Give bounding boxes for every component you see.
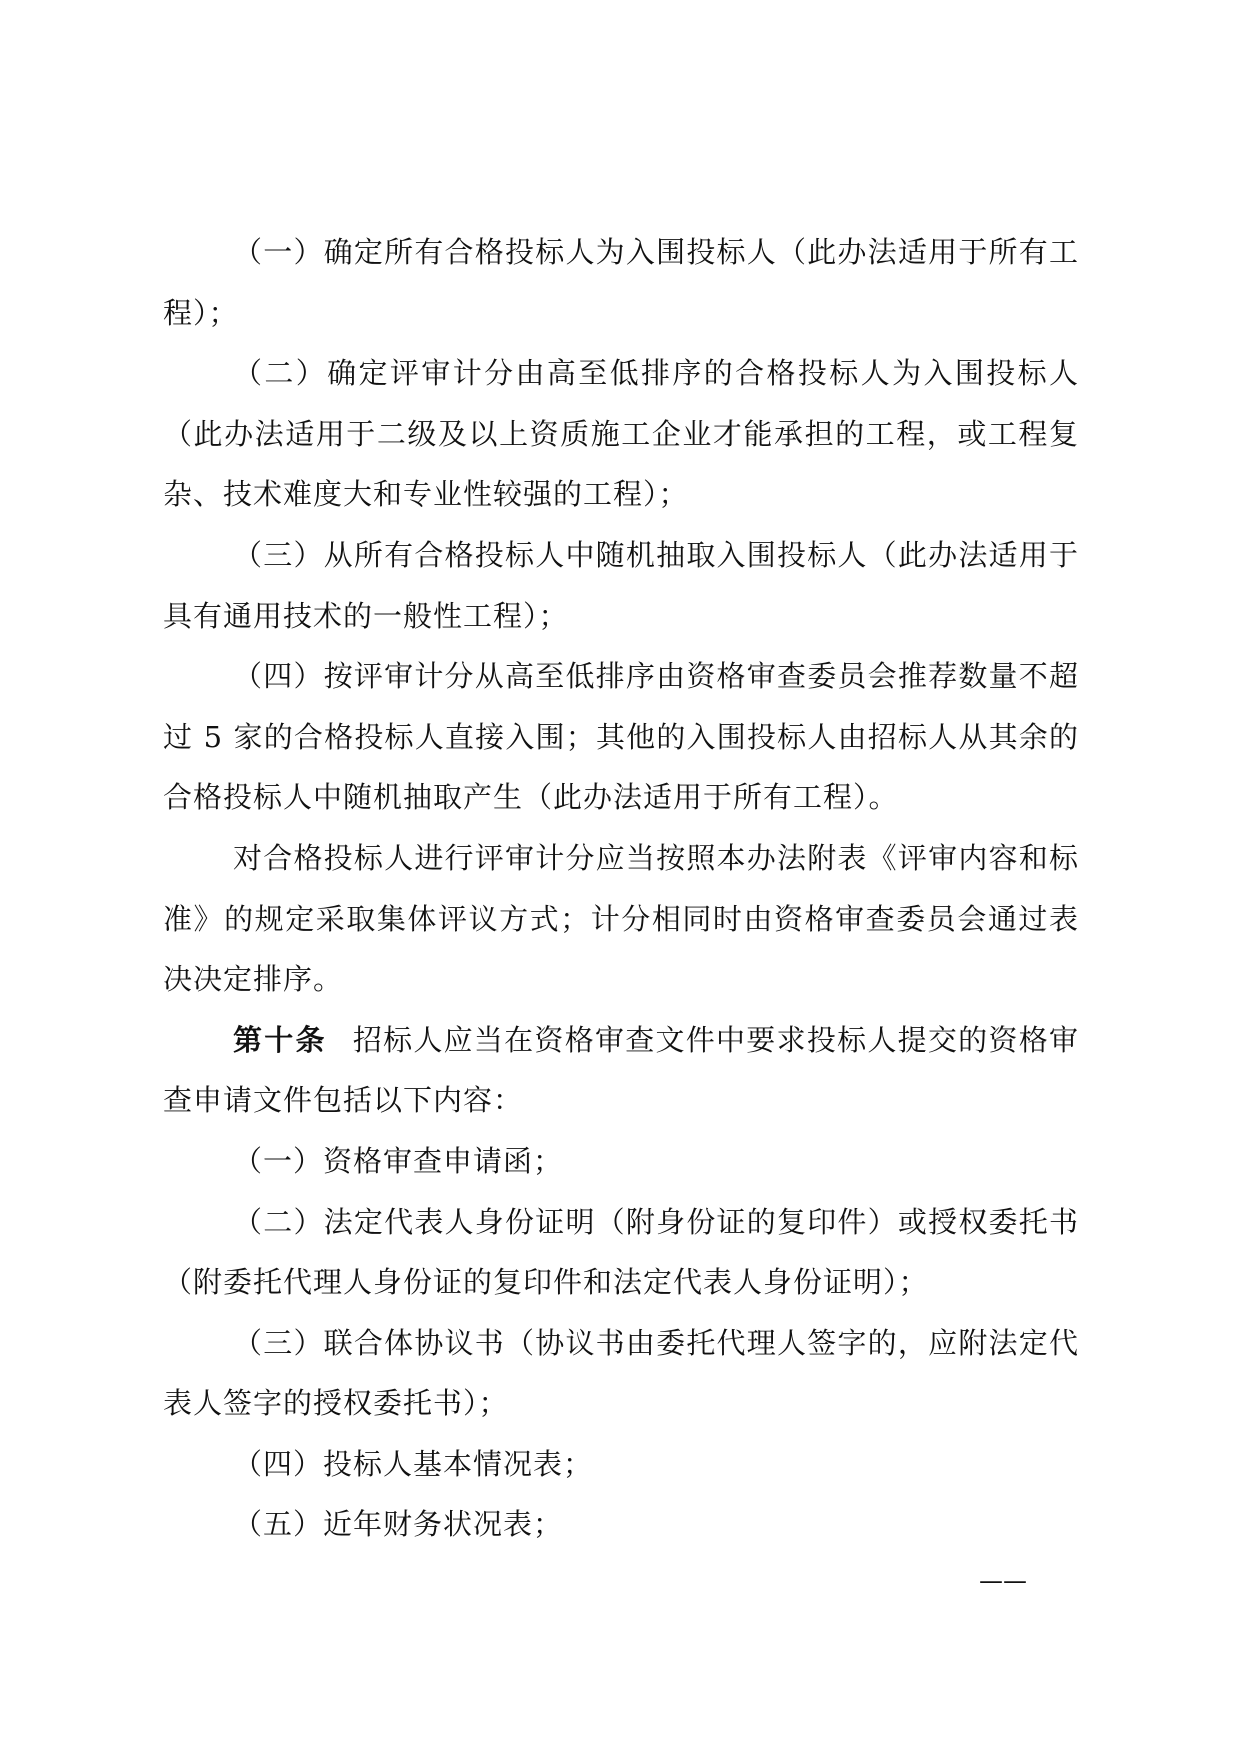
list-item-5: （五）近年财务状况表； (233, 1507, 564, 1542)
list-item-4: （四）投标人基本情况表； (233, 1446, 594, 1481)
paragraph-item-4: （四）按评审计分从高至低排序由资格审查委员会推荐数量不超过 5 家的合格投标人直接入围；其他的入围投标人由招标人从其余的合格投标人中随机抽取产生（此办法适用于所有工程）。 (163, 659, 1079, 815)
list-item-1: （一）资格审查申请函； (233, 1143, 564, 1178)
paragraph-item-3: （三）从所有合格投标人中随机抽取入围投标人（此办法适用于具有通用技术的一般性工程）； (163, 537, 1079, 633)
paragraph-item-1: （一）确定所有合格投标人为入围投标人（此办法适用于所有工程）； (163, 235, 1079, 330)
article-10 (163, 1010, 1079, 1131)
page-footer-dash: —— (979, 1567, 1027, 1595)
document-body (163, 222, 1079, 1555)
list-item-2: （二）法定代表人身份证明（附身份证的复印件）或授权委托书（附委托代理人身份证的复印件和法定代表人身份证明）； (163, 1204, 1079, 1300)
paragraph-scoring-rule: 对合格投标人进行评审计分应当按照本办法附表《评审内容和标准》的规定采取集体评议方式；计分相同时由资格审查委员会通过表决决定排序。 (163, 840, 1079, 997)
paragraph-item-2: （二）确定评审计分由高至低排序的合格投标人为入围投标人（此办法适用于二级及以上资质施工企业才能承担的工程，或工程复杂、技术难度大和专业性较强的工程）； (163, 356, 1079, 512)
article-text: 招标人应当在资格审查文件中要求投标人提交的资格审查申请文件包括以下内容： (163, 1022, 1079, 1118)
list-item-3: （三）联合体协议书（协议书由委托代理人签字的，应附法定代表人签字的授权委托书）； (163, 1325, 1079, 1421)
article-number: 第十条 (233, 1022, 327, 1057)
